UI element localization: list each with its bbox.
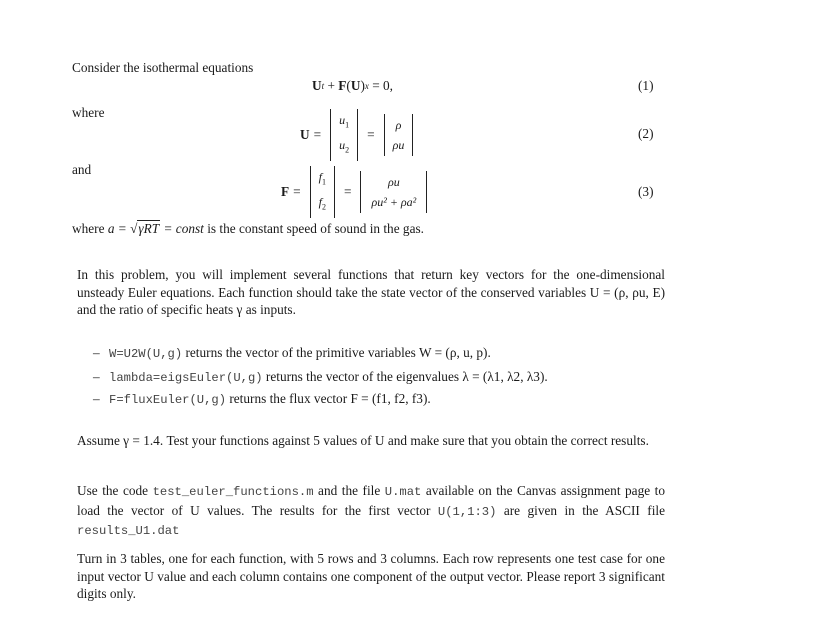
bullet-item-eigs [93,368,548,387]
eq2-equals-2: = [367,127,375,142]
equation-2 [300,112,418,155]
eq1-U2: U [350,78,361,93]
eq2-u1: $u_1$ [339,112,350,129]
speed-prefix: where [72,221,108,236]
intro-consider-text: Consider the isothermal equations [72,60,254,75]
code-paragraph [77,482,665,541]
speed-a-eq: a = [107,221,131,236]
problem-paragraph: In this problem, you will implement several functions that return key vectors for the one-dimensional unsteady Euler equations. Each function should take the state vector of the conserved variables U = (ρ, ρu, E) and the ratio of specific heats γ as inputs. [77,267,665,317]
equation-1: U t + F ( U ) x = 0, [312,78,394,93]
eq3-equals-2: = [343,184,352,199]
bullet-text-flux: returns the flux vector F = (f1, f2, f3). [226,391,431,406]
eq3-rho-u: ρu [387,175,400,189]
bullet-text-u2w: returns the vector of the primitive variables W = (ρ, u, p). [182,345,491,360]
eq2-rho: ρ [395,118,402,132]
code-u-slice: U(1,1:3) [437,504,497,519]
equation-number-2: (2) [638,126,654,141]
eq3-rho-u2-plus: ρu² + ρa² [371,195,417,209]
code-para-text-4: are given in the ASCII file [496,502,666,518]
eq3-matrix-f [310,166,335,219]
intro-where-text: where [72,105,105,120]
eq2-matrix-rho [384,114,414,156]
sqrt-radicand: γRT [138,221,160,236]
speed-suffix: is the constant speed of sound in the gas. [203,221,424,236]
eq3-equals-1: = [293,184,301,199]
bullet-code-u2w: W=U2W(U,g) [109,347,183,361]
equation-number-3: (3) [638,184,654,199]
eq3-matrix-flux [360,171,427,213]
eq1-F: F [338,78,347,93]
speed-of-sound-line [72,220,424,237]
equation-3 [281,169,432,212]
eq1-U: U [312,78,322,93]
eq1-rest: = 0, [368,78,394,93]
equation-number-1: (1) [638,78,654,93]
eq1-sub-x: x [364,81,369,91]
eq1-plus: + [324,78,339,93]
code-para-text-2: and the file [313,483,385,498]
eq2-matrix-u [330,109,358,162]
eq1-sub-t: t [321,81,325,91]
bullet-code-eigs: lambda=eigsEuler(U,g) [109,371,263,385]
bullet-item-flux [93,390,431,409]
speed-const: = const [160,221,204,236]
eq3-lhs: F [281,184,290,199]
bullet-dash: – [93,391,100,406]
eq3-f2: $f_2$ [318,195,326,212]
bullet-item-u2w [93,344,491,363]
eq2-u2: $u_2$ [339,138,350,155]
assume-paragraph: Assume γ = 1.4. Test your functions against 5 values of U and make sure that you obtain the correct results. [77,433,649,448]
intro-and-text: and [72,162,92,177]
eq2-equals-1: = [313,127,322,142]
eq3-f1: $f_1$ [318,169,326,186]
bullet-dash: – [93,345,100,360]
code-file-results: results_U1.dat [77,524,180,538]
code-file-u-mat: U.mat [384,485,422,499]
turn-in-paragraph: Turn in 3 tables, one for each function, with 5 rows and 3 columns. Each row represents one test case for one input vector U value and each column contains one component of the output vector. Please report 3 significant digits only. [77,551,665,601]
bullet-code-flux: F=fluxEuler(U,g) [109,393,227,407]
code-file-test-euler: test_euler_functions.m [152,485,314,499]
bullet-dash: – [93,369,100,384]
code-para-text-1: Use the code [77,483,153,498]
code-para-text-3: available on the Canvas assignment page to load the vector of U values. The results for the first vector [77,483,666,518]
eq2-lhs: U [300,127,310,142]
bullet-text-eigs: returns the vector of the eigenvalues λ = (λ1, λ2, λ3). [262,369,548,384]
eq2-rho-u: ρu [392,138,405,152]
sqrt-symbol: √ [130,221,138,236]
